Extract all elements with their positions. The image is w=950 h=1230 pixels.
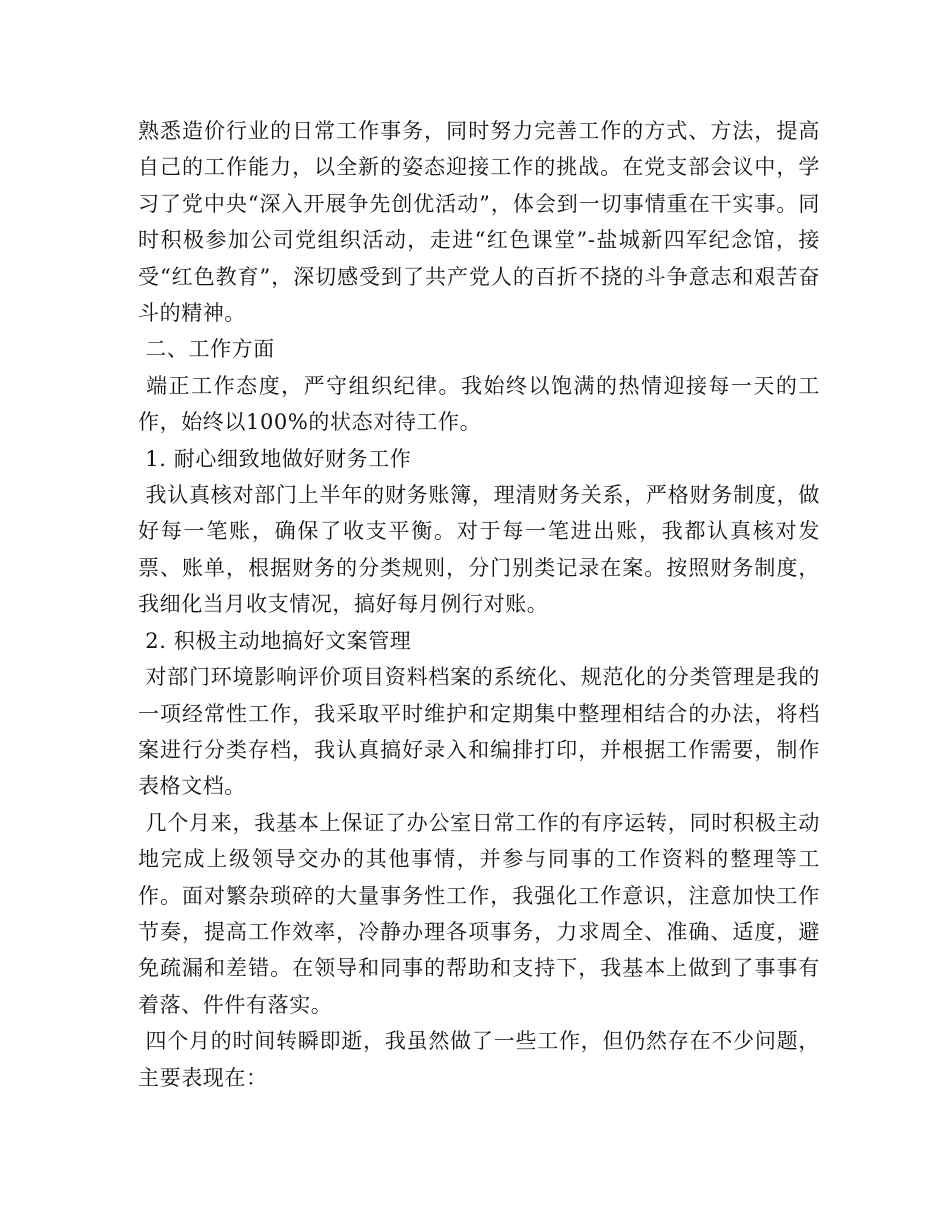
subsection-heading: 2. 积极主动地搞好文案管理: [138, 628, 412, 653]
body-paragraph: 几个月来，我基本上保证了办公室日常工作的有序运转，同时积极主动地完成上级领导交办的其他事情，并参与同事的工作资料的整理等工作。面对繁杂琐碎的大量事务性工作，我强化工作意识，注意加快工作节奏，提高工作效率，冷静办理各项事务，力求周全、准确、适度，避免疏漏和差错。在领导和同事的帮助和支持下，我基本上做到了事事有着落、件件有落实。: [138, 810, 820, 1017]
body-paragraph: 我认真核对部门上半年的财务账簿，理清财务关系，严格财务制度，做好每一笔账，确保了收支平衡。对于每一笔进出账，我都认真核对发票、账单，根据财务的分类规则，分门别类记录在案。按照财务制度，我细化当月收支情况，搞好每月例行对账。: [138, 483, 820, 617]
section-heading: 二、工作方面: [138, 337, 275, 362]
body-paragraph: 四个月的时间转瞬即逝，我虽然做了一些工作，但仍然存在不少问题，主要表现在：: [138, 1029, 820, 1090]
body-paragraph: 对部门环境影响评价项目资料档案的系统化、规范化的分类管理是我的一项经常性工作，我采取平时维护和定期集中整理相结合的办法，将档案进行分类存档，我认真搞好录入和编排打印，并根据工作需要，制作表格文档。: [138, 665, 820, 799]
body-paragraph: 端正工作态度，严守组织纪律。我始终以饱满的热情迎接每一天的工作，始终以100%的状态对待工作。: [138, 373, 820, 435]
subsection-heading: 1. 耐心细致地做好财务工作: [138, 446, 412, 471]
body-paragraph: 熟悉造价行业的日常工作事务，同时努力完善工作的方式、方法，提高自己的工作能力，以全新的姿态迎接工作的挑战。在党支部会议中，学习了党中央“深入开展争先创优活动”，体会到一切事情重在干实事。同时积极参加公司党组织活动，走进“红色课堂”-盐城新四军纪念馆，接受“红色教育”，深切感受到了共产党人的百折不挠的斗争意志和艰苦奋斗的精神。: [138, 119, 820, 326]
